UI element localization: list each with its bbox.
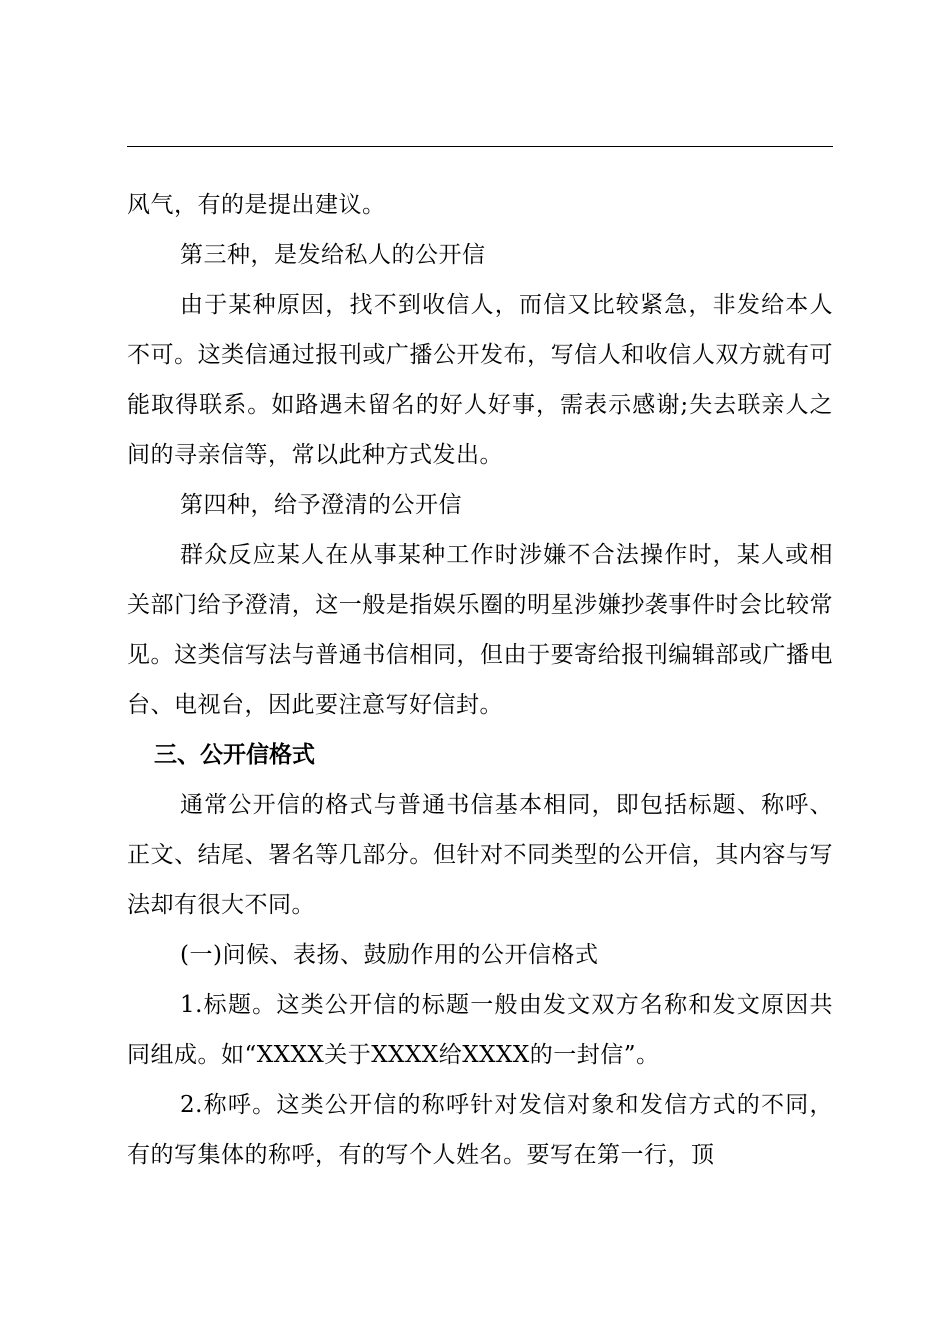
paragraph: 由于某种原因，找不到收信人，而信又比较紧急，非发给本人不可。这类信通过报刊或广播公开发布，写信人和收信人双方就有可能取得联系。如路遇未留名的好人好事，需表示感谢;失去联亲人之间的寻亲信等，常以此种方式发出。: [127, 292, 833, 468]
paragraph: 2.称呼。这类公开信的称呼针对发信对象和发信方式的不同，有的写集体的称呼，有的写个人姓名。要写在第一行，顶: [127, 1092, 833, 1168]
paragraph-subheading: (一)问候、表扬、鼓励作用的公开信格式: [180, 942, 599, 968]
paragraph-subheading: 第四种，给予澄清的公开信: [180, 492, 462, 518]
paragraph: 1.标题。这类公开信的标题一般由发文双方名称和发文原因共同组成。如“XXXX关于XXXX给XXXX的一封信”。: [127, 992, 833, 1068]
header-rule: [127, 146, 833, 147]
paragraph: 通常公开信的格式与普通书信基本相同，即包括标题、称呼、正文、结尾、署名等几部分。但针对不同类型的公开信，其内容与写法却有很大不同。: [127, 792, 833, 918]
paragraph-subheading: 第三种，是发给私人的公开信: [180, 242, 486, 268]
paragraph: 风气，有的是提出建议。: [127, 192, 386, 218]
document-body: [127, 180, 833, 1180]
section-heading: 三、公开信格式: [154, 742, 315, 768]
paragraph: 群众反应某人在从事某种工作时涉嫌不合法操作时，某人或相关部门给予澄清，这一般是指娱乐圈的明星涉嫌抄袭事件时会比较常见。这类信写法与普通书信相同，但由于要寄给报刊编辑部或广播电台、电视台，因此要注意写好信封。: [127, 542, 833, 718]
